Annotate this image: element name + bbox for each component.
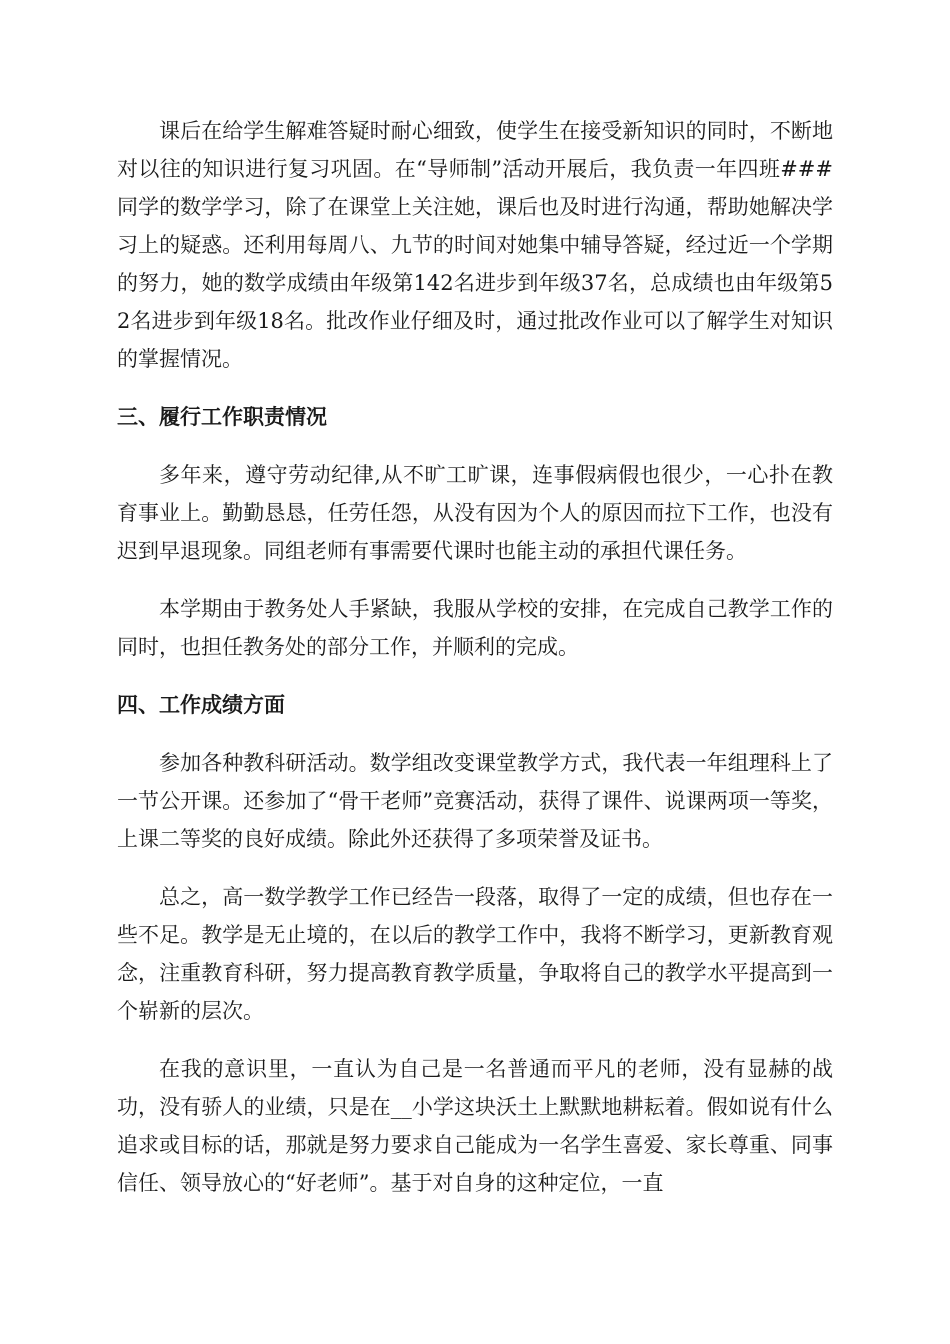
section-heading-duties: 三、履行工作职责情况 <box>117 405 327 429</box>
paragraph-academic-affairs: 本学期由于教务处人手紧缺，我服从学校的安排，在完成自己教学工作的同时，也担任教务处的部分工作，并顺利的完成。 <box>117 597 833 659</box>
section-heading-achievements: 四、工作成绩方面 <box>117 693 285 717</box>
paragraph-research-activities: 参加各种教科研活动。数学组改变课堂教学方式，我代表一年组理科上了一节公开课。还参加了“骨干老师”竞赛活动，获得了课件、说课两项一等奖，上课二等奖的良好成绩。除此外还获得了多项荣誉及证书。 <box>117 751 833 851</box>
paragraph-summary: 总之，高一数学教学工作已经告一段落，取得了一定的成绩，但也存在一些不足。教学是无止境的，在以后的教学工作中，我将不断学习，更新教育观念，注重教育科研，努力提高教育教学质量，争取将自己的教学水平提高到一个崭新的层次。 <box>117 885 833 1023</box>
paragraph-discipline: 多年来，遵守劳动纪律,从不旷工旷课，连事假病假也很少，一心扑在教育事业上。勤勤恳恳，任劳任怨，从没有因为个人的原因而拉下工作，也没有迟到早退现象。同组老师有事需要代课时也能主动的承担代课任务。 <box>117 463 833 563</box>
document-body <box>117 112 833 1222</box>
paragraph-self-reflection: 在我的意识里，一直认为自己是一名普通而平凡的老师，没有显赫的战功，没有骄人的业绩，只是在__小学这块沃土上默默地耕耘着。假如说有什么追求或目标的话，那就是努力要求自己能成为一名学生喜爱、家长尊重、同事信任、领导放心的“好老师”。基于对自身的这种定位，一直 <box>117 1057 833 1195</box>
paragraph-tutoring: 课后在给学生解难答疑时耐心细致，使学生在接受新知识的同时，不断地对以往的知识进行复习巩固。在“导师制”活动开展后，我负责一年四班###同学的数学学习，除了在课堂上关注她，课后也及时进行沟通，帮助她解决学习上的疑惑。还利用每周八、九节的时间对她集中辅导答疑，经过近一个学期的努力，她的数学成绩由年级第142名进步到年级37名，总成绩也由年级第52名进步到年级18名。批改作业仔细及时，通过批改作业可以了解学生对知识的掌握情况。 <box>117 119 833 371</box>
